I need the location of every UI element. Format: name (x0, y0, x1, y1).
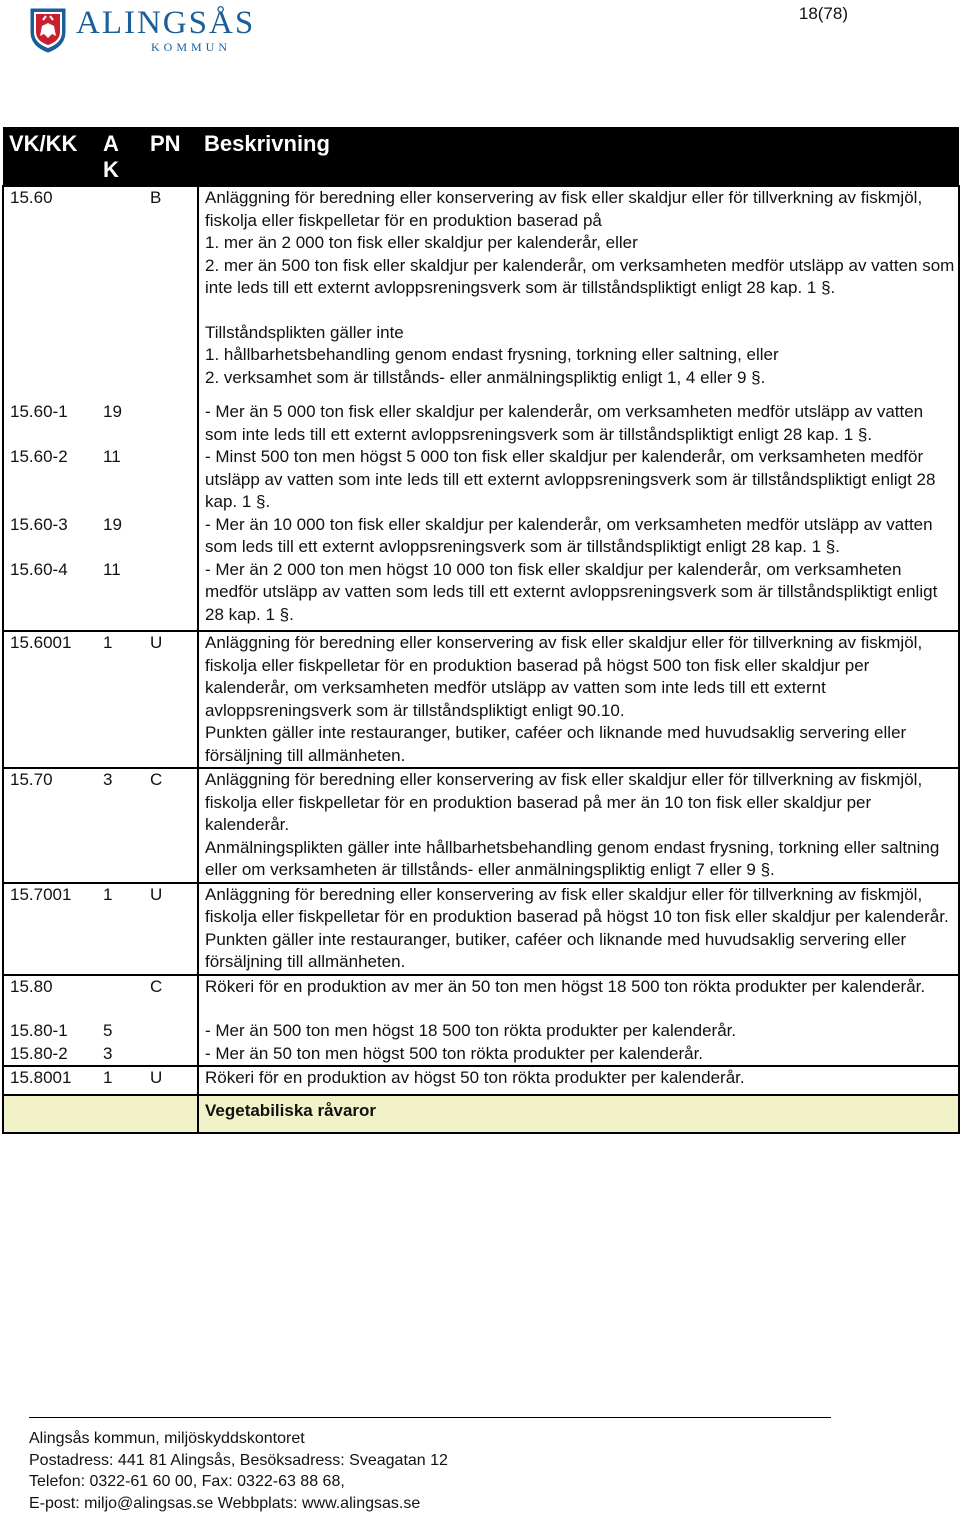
table-header-row (3, 127, 959, 186)
row-code: 15.8001 (3, 1066, 97, 1095)
footer-organization: Alingsås kommun, miljöskyddskontoret (29, 1428, 448, 1450)
table-row (3, 446, 959, 514)
row-description: Rökeri för en produktion av högst 50 ton rökta produkter per kalenderår. (198, 1066, 959, 1095)
row-pn (144, 446, 198, 514)
row-ak (97, 975, 144, 1021)
section-heading-blank (144, 1095, 198, 1133)
row-ak: 1 (97, 883, 144, 975)
row-ak: 1 (97, 631, 144, 768)
description-line: 1. hållbarhetsbehandling genom endast frysning, torkning eller saltning, eller (205, 344, 958, 367)
description-line: Anläggning för beredning eller konservering av fisk eller skaldjur eller för tillverkning av fiskmjöl, fiskolja eller fiskpelletar för en produktion baserad på högst 500 ton fisk eller skaldjur per kalenderår, om verksamheten medför utsläpp av vatten som inte leds till ett externt avloppsreningsverk som är tillståndspliktigt enligt 90.10. (205, 632, 958, 722)
table-row (3, 559, 959, 632)
row-pn: B (144, 186, 198, 397)
row-pn: C (144, 975, 198, 1021)
table-row (3, 883, 959, 975)
description-line: Anläggning för beredning eller konservering av fisk eller skaldjur eller för tillverkning av fiskmjöl, fiskolja eller fiskpelletar för en produktion baserad på (205, 187, 958, 232)
description-line: Tillståndsplikten gäller inte (205, 322, 958, 345)
row-code: 15.60 (3, 186, 97, 397)
row-pn: U (144, 631, 198, 768)
row-ak (97, 186, 144, 397)
municipality-logo (28, 6, 255, 56)
logo-name: ALINGSÅS (76, 6, 255, 40)
row-ak: 1 (97, 1066, 144, 1095)
row-code: 15.80-2 (3, 1043, 97, 1067)
row-description: - Mer än 50 ton men högst 500 ton rökta produkter per kalenderår. (198, 1043, 959, 1067)
description-line: 2. verksamhet som är tillstånds- eller anmälningspliktig enligt 1, 4 eller 9 §. (205, 367, 958, 390)
description-line: 2. mer än 500 ton fisk eller skaldjur per kalenderår, om verksamheten medför utsläpp av vatten som inte leds till ett externt avloppsreningsverk som är tillståndspliktigt enligt 28 kap. 1 §. (205, 255, 958, 300)
row-pn (144, 1020, 198, 1043)
row-pn: C (144, 768, 198, 883)
table-row (3, 1043, 959, 1067)
row-description (198, 186, 959, 397)
row-ak: 3 (97, 768, 144, 883)
footer-divider (29, 1417, 831, 1418)
footer-phone: Telefon: 0322-61 60 00, Fax: 0322-63 88 68, (29, 1471, 448, 1493)
col-header-pn: PN (144, 127, 198, 186)
footer-address: Postadress: 441 81 Alingsås, Besöksadress: Sveagatan 12 (29, 1450, 448, 1472)
description-line: 1. mer än 2 000 ton fisk eller skaldjur per kalenderår, eller (205, 232, 958, 255)
row-code: 15.60-3 (3, 514, 97, 559)
description-line: Anläggning för beredning eller konservering av fisk eller skaldjur eller för tillverkning av fiskmjöl, fiskolja eller fiskpelletar för en produktion baserad på högst 10 ton fisk eller skaldjur per kalenderår. (205, 884, 958, 929)
row-pn: U (144, 883, 198, 975)
table-row (3, 186, 959, 397)
row-pn (144, 397, 198, 446)
table-row (3, 975, 959, 1021)
row-ak: 3 (97, 1043, 144, 1067)
row-pn: U (144, 1066, 198, 1095)
section-heading-blank (97, 1095, 144, 1133)
row-code: 15.6001 (3, 631, 97, 768)
row-description: Rökeri för en produktion av mer än 50 ton men högst 18 500 ton rökta produkter per kalenderår. (198, 975, 959, 1021)
row-code: 15.80 (3, 975, 97, 1021)
section-heading: Vegetabiliska råvaror (198, 1095, 959, 1133)
description-gap (205, 300, 958, 322)
row-description (198, 768, 959, 883)
page-number: 18(78) (799, 4, 848, 24)
col-header-ak-label: A K (103, 131, 125, 183)
row-description: - Mer än 10 000 ton fisk eller skaldjur per kalenderår, om verksamheten medför utsläpp av vatten som leds till ett externt avloppsreningsverk som är tillståndspliktigt enligt 28 kap. 1 §. (198, 514, 959, 559)
row-description: - Mer än 2 000 ton men högst 10 000 ton fisk eller skaldjur per kalenderår, om verksamheten medför utsläpp av vatten som leds till ett externt avloppsreningsverk som är tillståndspliktigt enligt 28 kap. 1 §. (198, 559, 959, 632)
row-pn (144, 559, 198, 632)
row-ak: 5 (97, 1020, 144, 1043)
description-line: Punkten gäller inte restauranger, butiker, caféer och liknande med huvudsaklig servering eller försäljning till allmänheten. (205, 722, 958, 767)
coat-of-arms-icon (28, 6, 68, 54)
footer (29, 1428, 448, 1514)
row-ak: 11 (97, 446, 144, 514)
section-heading-row (3, 1095, 959, 1133)
description-line: Anläggning för beredning eller konservering av fisk eller skaldjur eller för tillverkning av fiskmjöl, fiskolja eller fiskpelletar för en produktion baserad på mer än 10 ton fisk eller skaldjur per kalenderår. (205, 769, 958, 837)
row-pn (144, 1043, 198, 1067)
table-row (3, 514, 959, 559)
footer-contact: E-post: miljo@alingsas.se Webbplats: www.alingsas.se (29, 1493, 448, 1514)
row-ak: 19 (97, 514, 144, 559)
table-row (3, 631, 959, 768)
row-code: 15.80-1 (3, 1020, 97, 1043)
col-header-vkkk: VK/KK (3, 127, 97, 186)
row-ak: 11 (97, 559, 144, 632)
section-heading-blank (3, 1095, 97, 1133)
logo-subtitle: KOMMUN (76, 40, 255, 54)
row-description: - Mer än 5 000 ton fisk eller skaldjur per kalenderår, om verksamheten medför utsläpp av vatten som inte leds till ett externt avloppsreningsverk som är tillståndspliktigt enligt 28 kap. 1 §. (198, 397, 959, 446)
row-code: 15.60-2 (3, 446, 97, 514)
row-description: - Minst 500 ton men högst 5 000 ton fisk eller skaldjur per kalenderår, om verksamheten medför utsläpp av vatten som inte leds till ett externt avloppsreningsverk som är tillståndspliktigt enligt 28 kap. 1 §. (198, 446, 959, 514)
table-row (3, 1020, 959, 1043)
table-row (3, 397, 959, 446)
col-header-description: Beskrivning (198, 127, 959, 186)
row-code: 15.70 (3, 768, 97, 883)
row-ak: 19 (97, 397, 144, 446)
row-description (198, 631, 959, 768)
row-code: 15.60-4 (3, 559, 97, 632)
table-row (3, 1066, 959, 1095)
table-row (3, 768, 959, 883)
row-description (198, 883, 959, 975)
description-line: Punkten gäller inte restauranger, butiker, caféer och liknande med huvudsaklig servering eller försäljning till allmänheten. (205, 929, 958, 974)
activity-table (2, 127, 960, 1134)
row-code: 15.60-1 (3, 397, 97, 446)
row-pn (144, 514, 198, 559)
col-header-ak (97, 127, 144, 186)
description-line: Anmälningsplikten gäller inte hållbarhetsbehandling genom endast frysning, torkning eller saltning eller om verksamheten är tillstånds- eller anmälningspliktig enligt 7 eller 9 §. (205, 837, 958, 882)
row-code: 15.7001 (3, 883, 97, 975)
row-description: - Mer än 500 ton men högst 18 500 ton rökta produkter per kalenderår. (198, 1020, 959, 1043)
